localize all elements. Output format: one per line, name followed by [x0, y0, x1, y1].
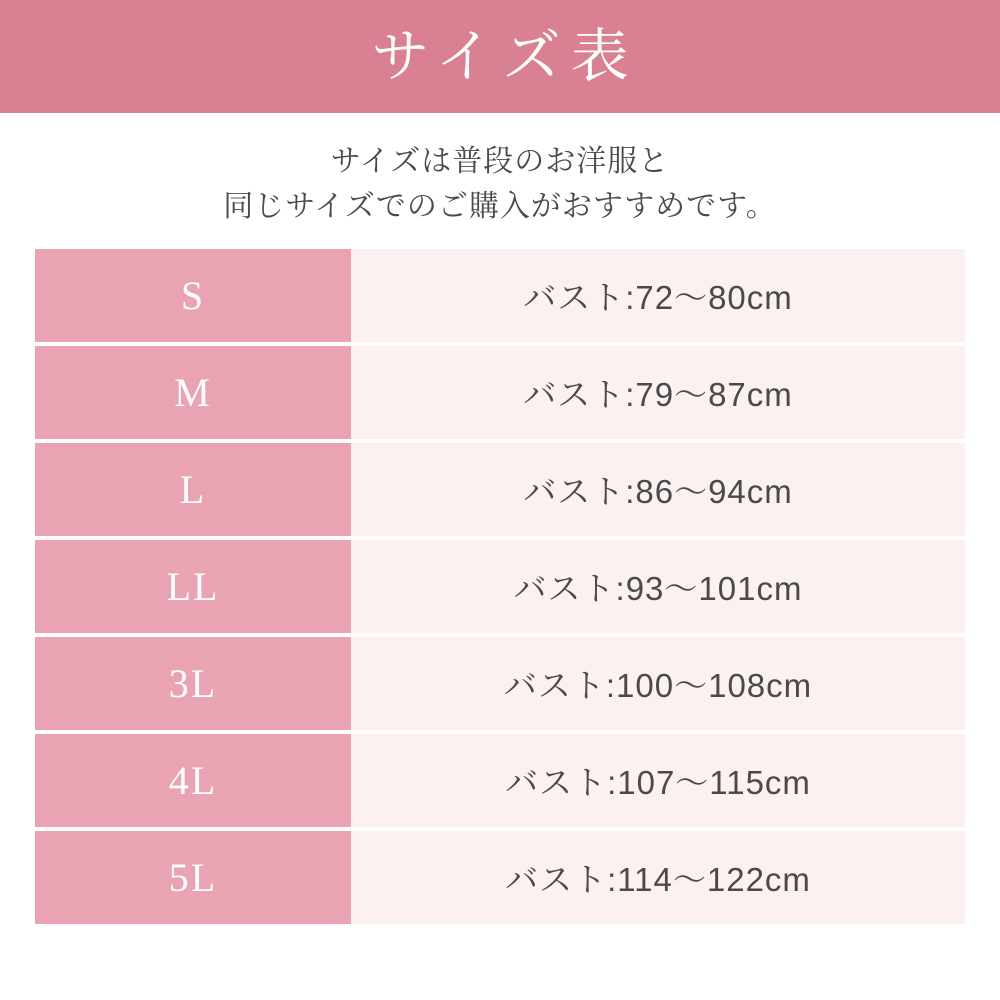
size-label: 3L: [35, 637, 351, 730]
subtitle-text: [0, 139, 1000, 229]
size-label: LL: [35, 540, 351, 633]
size-label: M: [35, 346, 351, 439]
subtitle-line-1: サイズは普段のお洋服と: [330, 145, 670, 178]
bust-value: バスト:100〜108cm: [351, 637, 965, 730]
table-row: [35, 734, 965, 827]
table-row: [35, 443, 965, 536]
table-row: [35, 540, 965, 633]
bust-value: バスト:79〜87cm: [351, 346, 965, 439]
table-row: [35, 637, 965, 730]
table-row: [35, 346, 965, 439]
table-row: [35, 831, 965, 924]
size-label: L: [35, 443, 351, 536]
table-row: [35, 249, 965, 342]
bust-value: バスト:107〜115cm: [351, 734, 965, 827]
bust-value: バスト:72〜80cm: [351, 249, 965, 342]
bust-value: バスト:86〜94cm: [351, 443, 965, 536]
size-label: 5L: [35, 831, 351, 924]
size-label: 4L: [35, 734, 351, 827]
bust-value: バスト:114〜122cm: [351, 831, 965, 924]
size-table: [35, 249, 965, 924]
header-band: [0, 0, 1000, 113]
size-label: S: [35, 249, 351, 342]
page-title: サイズ表: [371, 23, 639, 89]
bust-value: バスト:93〜101cm: [351, 540, 965, 633]
subtitle-line-2: 同じサイズでのご購入がおすすめです。: [223, 190, 777, 223]
